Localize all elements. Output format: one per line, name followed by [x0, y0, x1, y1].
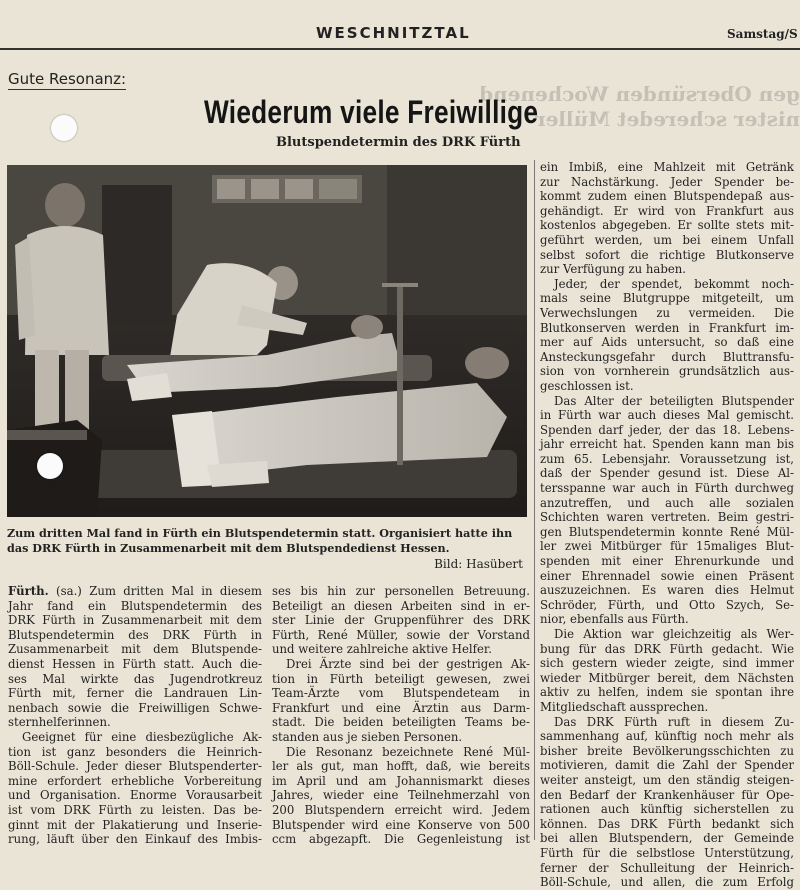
punch-hole-top: [51, 115, 77, 141]
article-text-line: ist vom DRK Fürth zu leisten. Das be-: [8, 802, 262, 817]
article-text-line: ster Linie der Gruppenführer des DRK: [272, 613, 530, 628]
article-text-line: ses Mal wirkte das Jugendrotkreuz: [8, 671, 262, 686]
article-text-line: mine erfordert erhebliche Vorbereitung: [8, 773, 262, 788]
article-text-line: sich gestern wieder zeigte, sind immer: [540, 656, 794, 671]
article-text-line: Beteiligt an diesen Arbeiten sind in er-: [272, 598, 530, 613]
article-text-line: mals seine Blutgruppe mitgeteilt, um: [540, 291, 794, 306]
article-text-line: ein Imbiß, eine Mahlzeit mit Getränk: [540, 160, 794, 174]
article-text-line: Schichten waren vertreten. Beim gestri-: [540, 510, 794, 525]
article-text-line: sternhelferinnen.: [8, 715, 111, 730]
bleed-through-text: [479, 82, 800, 137]
article-text-line: Jeder, der spendet, bekommt noch-: [554, 276, 794, 291]
article-text-line: Team-Ärzte vom Blutspendeteam in: [272, 686, 530, 701]
article-text-line: ferner der Schulleitung der Heinrich-: [540, 860, 794, 875]
article-text-line: zur Verfügung zu haben.: [540, 262, 686, 277]
article-text-line: spenden mit einer Ehrenurkunde und: [540, 554, 794, 569]
date-fragment: Samstag/S: [727, 27, 798, 41]
article-text-line: im April und am Johannismarkt dieses: [272, 773, 530, 788]
article-text-line: und weitere zahlreiche aktive Helfer.: [272, 642, 492, 657]
article-text-line: Das Alter der beteiligten Blutspender: [554, 393, 794, 408]
punch-hole-bottom: [37, 453, 63, 479]
article-text-line: sion von vornherein grundsätzlich aus-: [540, 364, 794, 379]
article-text-line: Fürth, René Müller, sowie der Vorstand: [272, 627, 530, 642]
article-text-line: auszuzeichnen. Es waren dies Helmut: [540, 583, 794, 598]
article-text-line: sammenhang auf, künftig noch mehr als: [540, 729, 794, 744]
article-text-line: geschlossen ist.: [540, 378, 634, 393]
article-text-line: DRK Fürth in Zusammenarbeit mit dem: [8, 613, 262, 628]
photo-credit: Bild: Hasübert: [434, 557, 523, 571]
article-text-line: Jahr fand ein Blutspendetermin des: [8, 598, 262, 613]
article-text-line: Ansteckungsgefahr durch Bluttransfu-: [540, 349, 794, 364]
article-text-line: Das DRK Fürth ruft in diesem Zu-: [554, 714, 794, 729]
article-text-line: können. Das DRK Fürth bedankt sich: [540, 816, 794, 831]
article-text-line: zum 65. Lebensjahr. Voraussetzung ist,: [540, 451, 794, 466]
page-header: [0, 22, 800, 50]
article-text-line: Blutkonserven werden in Frankfurt im-: [540, 320, 794, 335]
article-text-line: nior, ebenfalls aus Fürth.: [540, 612, 689, 627]
article-text-line: rung, läuft über den Einkauf des Imbis-: [8, 832, 262, 847]
article-column-1: [8, 584, 262, 847]
article-text-line: Die Aktion war gleichzeitig als Wer-: [554, 627, 794, 641]
article-text-line: Blutspender wird eine Konserve von 500: [272, 817, 530, 832]
article-text-line: nenbach sowie die Freiwilligen Schwe-: [8, 700, 262, 715]
blood-donation-photo: [7, 165, 527, 517]
caption-line: Zum dritten Mal fand in Fürth ein Blutspendetermin statt. Organisiert hatte ihn: [7, 526, 513, 540]
bleed-line: nister scheredet Müller: [535, 107, 800, 131]
article-text-line: tersspanne war auch in Fürth durchweg: [540, 481, 794, 496]
bleed-line: gen Obersünden Wochenend: [479, 82, 800, 106]
article-text-line: selbst sofort die richtige Blutkonserve: [540, 247, 794, 262]
article-text-line: in Fürth war auch dieses Mal gemischt.: [540, 408, 794, 423]
article-text-line: 200 Blutspendern erreicht wird. Jedem: [272, 802, 530, 817]
article-column-2: [272, 584, 530, 847]
article-kicker: Gute Resonanz:: [8, 70, 127, 88]
article-text-line: gen Blutspendetermin konnte René Mül-: [540, 524, 794, 539]
article-text-line: ler zwei Mitbürger für 15maliges Blut-: [540, 539, 794, 554]
photo-caption: [7, 526, 529, 572]
article-text-line: motivieren, damit die Zahl der Spender: [540, 758, 794, 773]
caption-line: das DRK Fürth in Zusammenarbeit mit dem Blutspendedienst Hessen.: [7, 541, 450, 555]
article-text-line: stadt. Die beiden beteiligten Teams be-: [272, 715, 530, 730]
article-text-line: Verwechslungen zu vermeiden. Die: [540, 305, 794, 320]
article-text-line: bisher breite Bevölkerungsschichten zu: [540, 743, 794, 758]
article-text-line: ccm abgezapft. Die Gegenleistung ist: [272, 832, 530, 847]
article-text-line: Fürth. (sa.) Zum dritten Mal in diesem: [8, 584, 262, 598]
article-text-line: tion ist ganz besonders die Heinrich-: [8, 744, 262, 759]
article-text-line: aktiv zu helfen, indem sie spontan ihre: [540, 685, 794, 700]
photo-illustration: [7, 165, 527, 517]
article-text-line: anzutreffen, und auch alle sozialen: [540, 495, 794, 510]
article-text-line: Frankfurt und eine Ärztin aus Darm-: [272, 700, 530, 715]
article-text-line: wieder Mitbürger bereit, dem Nächsten: [540, 670, 794, 685]
article-text-line: bei allen Blutspendern, der Gemeinde: [540, 831, 794, 846]
article-text-line: standen aus je sieben Personen.: [272, 729, 463, 744]
article-text-line: Drei Ärzte sind bei der gestrigen Ak-: [286, 656, 530, 671]
article-text-line: tion in Fürth beteiligt gewesen, zwei: [272, 671, 530, 686]
column-rule: [534, 160, 535, 840]
article-text-line: mer auf Aids untersucht, so daß eine: [540, 335, 794, 350]
article-text-line: Böll-Schule, und allen, die zum Erfolg: [540, 875, 794, 890]
article-headline: Wiederum viele Freiwillige: [204, 94, 539, 130]
article-text-line: Mitgliedschaft aussprechen.: [540, 699, 709, 714]
article-text-line: Geeignet für eine diesbezügliche Ak-: [22, 729, 262, 744]
article-subhead: Blutspendetermin des DRK Fürth: [276, 135, 521, 150]
article-text-line: einer Ehrennadel sowie einen Präsent: [540, 568, 794, 583]
article-text-line: gehändigt. Er wird von Frankfurt aus: [540, 203, 794, 218]
article-text-line: Zusammenarbeit mit dem Blutspende-: [8, 642, 262, 657]
article-text-line: kommt zudem einen Blutspendepaß aus-: [540, 189, 794, 204]
article-text-line: Spenden darf jeder, der das 18. Lebens-: [540, 422, 794, 437]
article-text-line: Blutspendetermin des DRK Fürth in: [8, 627, 262, 642]
article-text-line: kostenlos abgegeben. Er sollte stets mit-: [540, 218, 794, 233]
article-text-line: ginnt mit der Plakatierung und Inserie-: [8, 817, 262, 832]
article-text-line: dienst Hessen in Fürth statt. Auch die-: [8, 656, 262, 671]
article-text-line: rationen auch künftig sicherstellen zu: [540, 802, 794, 817]
article-text-line: bung für das DRK Fürth gedacht. Wie: [540, 641, 794, 656]
article-text-line: Böll-Schule. Jeder dieser Blutspenderter-: [8, 759, 262, 774]
article-text-line: Fürth mit, ferner die Landrauen Lin-: [8, 686, 262, 701]
article-text-line: Schröder, Fürth, und Otto Szych, Se-: [540, 597, 794, 612]
article-text-line: jahr erreicht hat. Spenden kann man bis: [540, 437, 794, 452]
article-text-line: Fürth für die selbstlose Unterstützung,: [540, 845, 794, 860]
article-text-line: geführt werden, um bei einem Unfall: [540, 232, 794, 247]
article-text-line: und Organisation. Enorme Vorausarbeit: [8, 788, 262, 803]
article-text-line: den Bedarf der Krankenhäuser für Ope-: [540, 787, 794, 802]
article-text-line: Jahres, wieder eine Teilnehmerzahl von: [272, 788, 530, 803]
article-text-line: Die Resonanz bezeichnete René Mül-: [286, 744, 530, 759]
section-title: WESCHNITZTAL: [316, 24, 471, 42]
article-text-line: ses bis hin zur personellen Betreuung.: [272, 584, 530, 598]
article-column-3: [540, 160, 794, 890]
article-text-line: daß der Spender gesund ist. Diese Al-: [540, 466, 794, 481]
article-text-line: zur Nachstärkung. Jeder Spender be-: [540, 174, 794, 189]
article-text-line: weiter ansteigt, um den ständig steigen-: [540, 772, 794, 787]
article-text-line: ler als gut, man hofft, daß, wie bereits: [272, 759, 530, 774]
